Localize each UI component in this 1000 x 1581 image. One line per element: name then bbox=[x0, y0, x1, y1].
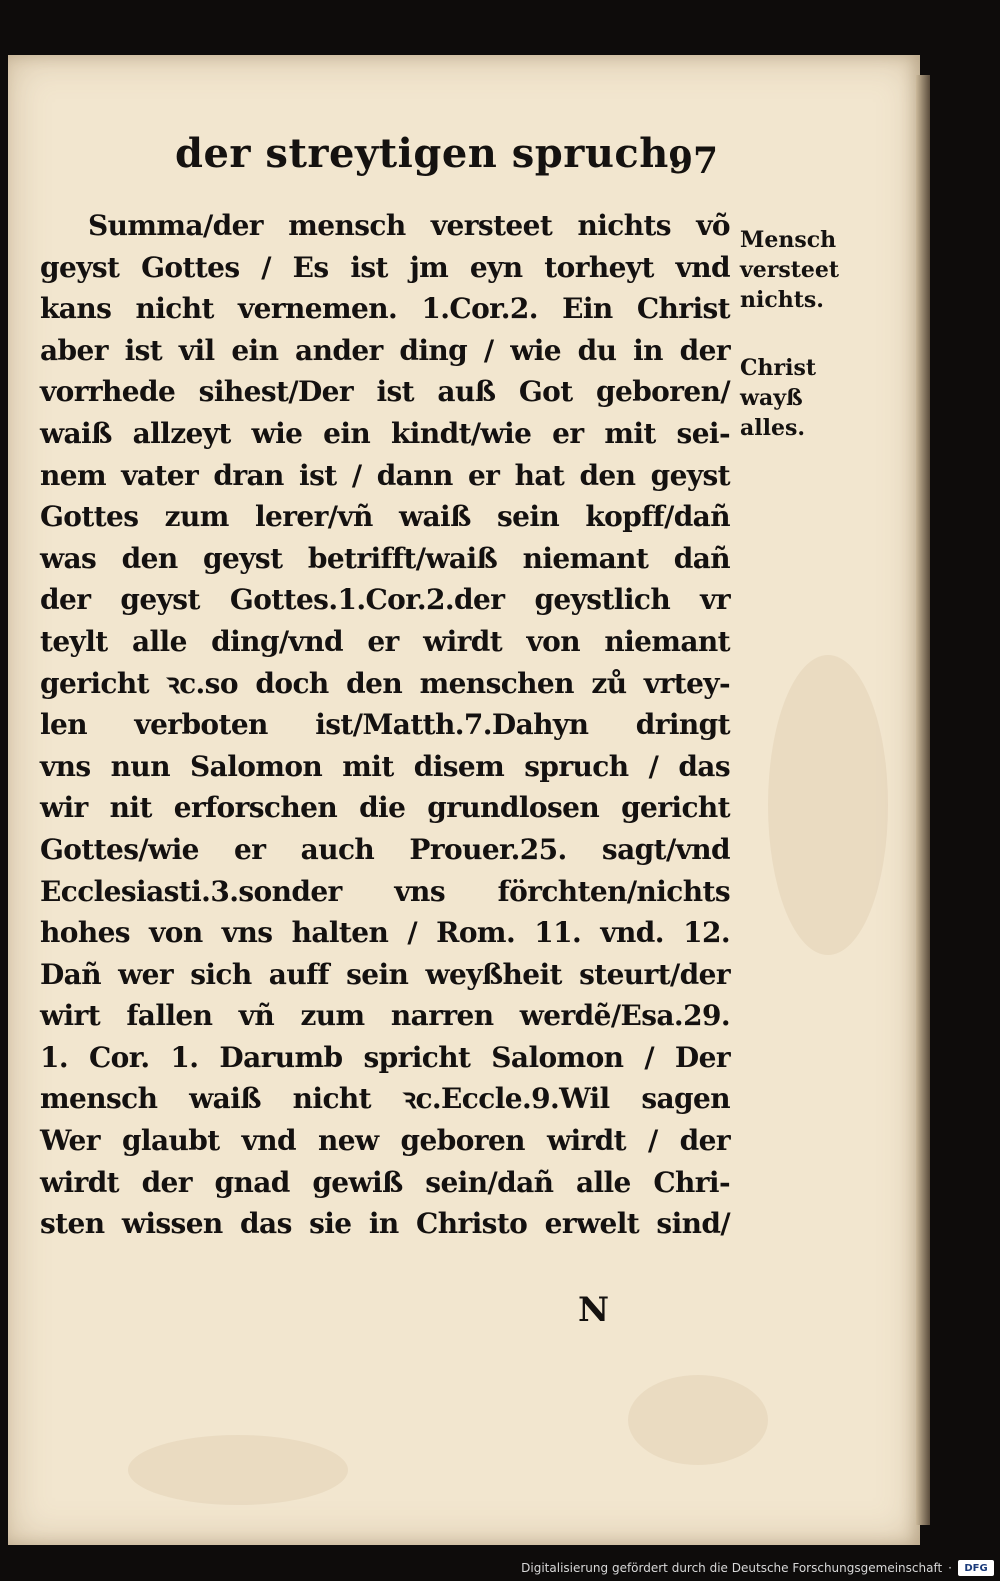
margin-note-line: alles. bbox=[740, 415, 806, 441]
body-line: Ecclesiasti.3.sonder vns förchten/nichts bbox=[40, 874, 730, 908]
margin-note-line: nichts. bbox=[740, 287, 824, 313]
margin-note-line: versteet bbox=[740, 257, 840, 283]
signature-mark: N bbox=[578, 1290, 610, 1330]
digitization-footer bbox=[521, 1557, 994, 1579]
body-line: wir nit erforschen die grundlosen gericht bbox=[40, 791, 730, 825]
dfg-logo bbox=[958, 1560, 994, 1576]
body-line: vorrhede sihest/Der ist auß Got geboren/ bbox=[40, 375, 730, 409]
dfg-logo-text: DFG bbox=[964, 1562, 988, 1574]
page-number: 97 bbox=[668, 140, 719, 182]
body-line: nem vater dran ist / dann er hat den geyst bbox=[40, 458, 730, 492]
body-line: sten wissen das sie in Christo erwelt sind/ bbox=[40, 1207, 730, 1241]
paper-stain bbox=[628, 1375, 768, 1465]
footer-credit: Digitalisierung gefördert durch die Deutsche Forschungsgemeinschaft bbox=[521, 1561, 943, 1575]
body-line: gericht ꝛc.so doch den menschen zů vrtey- bbox=[40, 666, 730, 700]
body-line: wirdt der gnad gewiß sein/dañ alle Chri- bbox=[40, 1165, 730, 1199]
body-line: was den geyst betrifft/waiß niemant dañ bbox=[40, 541, 730, 575]
body-line: Gottes zum lerer/vñ waiß sein kopff/dañ bbox=[40, 500, 730, 534]
body-line: wirt fallen vñ zum narren werdẽ/Esa.29. bbox=[40, 999, 730, 1033]
footer-separator: · bbox=[948, 1561, 952, 1575]
margin-note bbox=[740, 225, 839, 315]
body-line: Summa/der mensch versteet nichts võ bbox=[88, 209, 730, 242]
body-line: der geyst Gottes.1.Cor.2.der geystlich vr bbox=[40, 583, 730, 617]
body-line: 1. Cor. 1. Darumb spricht Salomon / Der bbox=[40, 1040, 730, 1074]
body-line: Gottes/wie er auch Prouer.25. sagt/vnd bbox=[40, 832, 730, 866]
body-line: Dañ wer sich auff sein weyßheit steurt/der bbox=[40, 957, 730, 991]
body-line: mensch waiß nicht ꝛc.Eccle.9.Wil sagen bbox=[40, 1082, 730, 1116]
page-edge bbox=[916, 75, 930, 1525]
body-line: teylt alle ding/vnd er wirdt von niemant bbox=[40, 624, 730, 658]
body-line: kans nicht vernemen. 1.Cor.2. Ein Christ bbox=[40, 292, 730, 326]
paper-stain bbox=[128, 1435, 348, 1505]
body-line: hohes von vns halten / Rom. 11. vnd. 12. bbox=[40, 916, 730, 950]
body-line: len verboten ist/Matth.7.Dahyn dringt bbox=[40, 708, 730, 742]
body-line: vns nun Salomon mit disem spruch / das bbox=[40, 749, 730, 783]
body-line: aber ist vil ein ander ding / wie du in der bbox=[40, 333, 730, 367]
margin-note-line: Christ bbox=[740, 355, 817, 381]
body-line: waiß allzeyt wie ein kindt/wie er mit sei- bbox=[40, 416, 730, 450]
margin-note bbox=[740, 353, 816, 443]
running-head: der streytigen spruch. bbox=[175, 130, 684, 177]
body-text bbox=[40, 205, 730, 1245]
body-line: geyst Gottes / Es ist jm eyn torheyt vnd bbox=[40, 250, 730, 284]
margin-note-line: wayß bbox=[740, 385, 803, 411]
body-line: Wer glaubt vnd new geboren wirdt / der bbox=[40, 1124, 730, 1158]
paper-stain bbox=[768, 655, 888, 955]
margin-note-line: Mensch bbox=[740, 227, 837, 253]
